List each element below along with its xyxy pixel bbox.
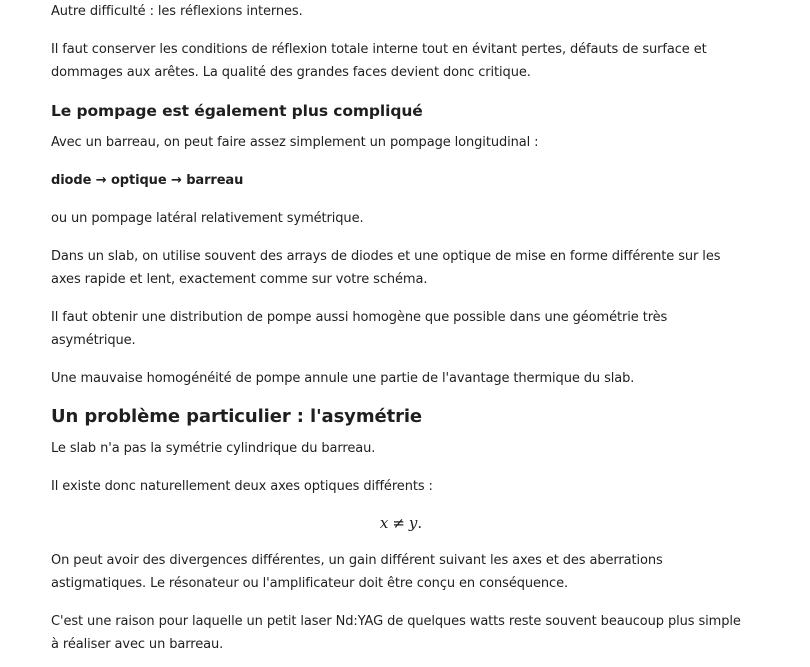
math-rhs: y: [408, 514, 418, 532]
paragraph-pump-homogeneity: Une mauvaise homogénéité de pompe annule une partie de l'avantage thermique du slab.: [51, 371, 635, 386]
math-lhs: x: [379, 514, 389, 532]
math-equation-x-neq-y: [51, 512, 751, 534]
paragraph-total-internal-reflection: Il faut conserver les conditions de réflexion totale interne tout en évitant pertes, défauts de surface et dommages aux arêtes. La qualité des grandes faces devient donc critique.: [51, 42, 707, 80]
heading-pumping: Le pompage est également plus compliqué: [51, 102, 423, 120]
paragraph-pump-chain: diode → optique → barreau: [51, 173, 244, 188]
paragraph-two-axes: Il existe donc naturellement deux axes optiques différents :: [51, 479, 433, 494]
paragraph-slab-diode-arrays: Dans un slab, on utilise souvent des arrays de diodes et une optique de mise en forme différente sur les axes rapide et lent, exactement comme sur votre schéma.: [51, 249, 721, 287]
math-end: .: [417, 514, 423, 532]
heading-asymmetry: Un problème particulier : l'asymétrie: [51, 406, 423, 427]
paragraph-ndyag-laser: C'est une raison pour laquelle un petit laser Nd:YAG de quelques watts reste souvent beaucoup plus simple à réaliser avec un barreau.: [51, 614, 741, 652]
paragraph-rod-pumping: Avec un barreau, on peut faire assez simplement un pompage longitudinal :: [51, 135, 539, 150]
math-operator: ≠: [392, 514, 405, 532]
paragraph-pump-distribution: Il faut obtenir une distribution de pompe aussi homogène que possible dans une géométrie très asymétrique.: [51, 310, 668, 348]
paragraph-divergences: On peut avoir des divergences différentes, un gain différent suivant les axes et des aberrations astigmatiques. Le résonateur ou l'amplificateur doit être conçu en conséquence.: [51, 553, 663, 591]
paragraph-lateral-pumping: ou un pompage latéral relativement symétrique.: [51, 211, 364, 226]
paragraph-internal-reflections: Autre difficulté : les réflexions internes.: [51, 4, 303, 19]
paragraph-cylindrical-symmetry: Le slab n'a pas la symétrie cylindrique du barreau.: [51, 441, 376, 456]
